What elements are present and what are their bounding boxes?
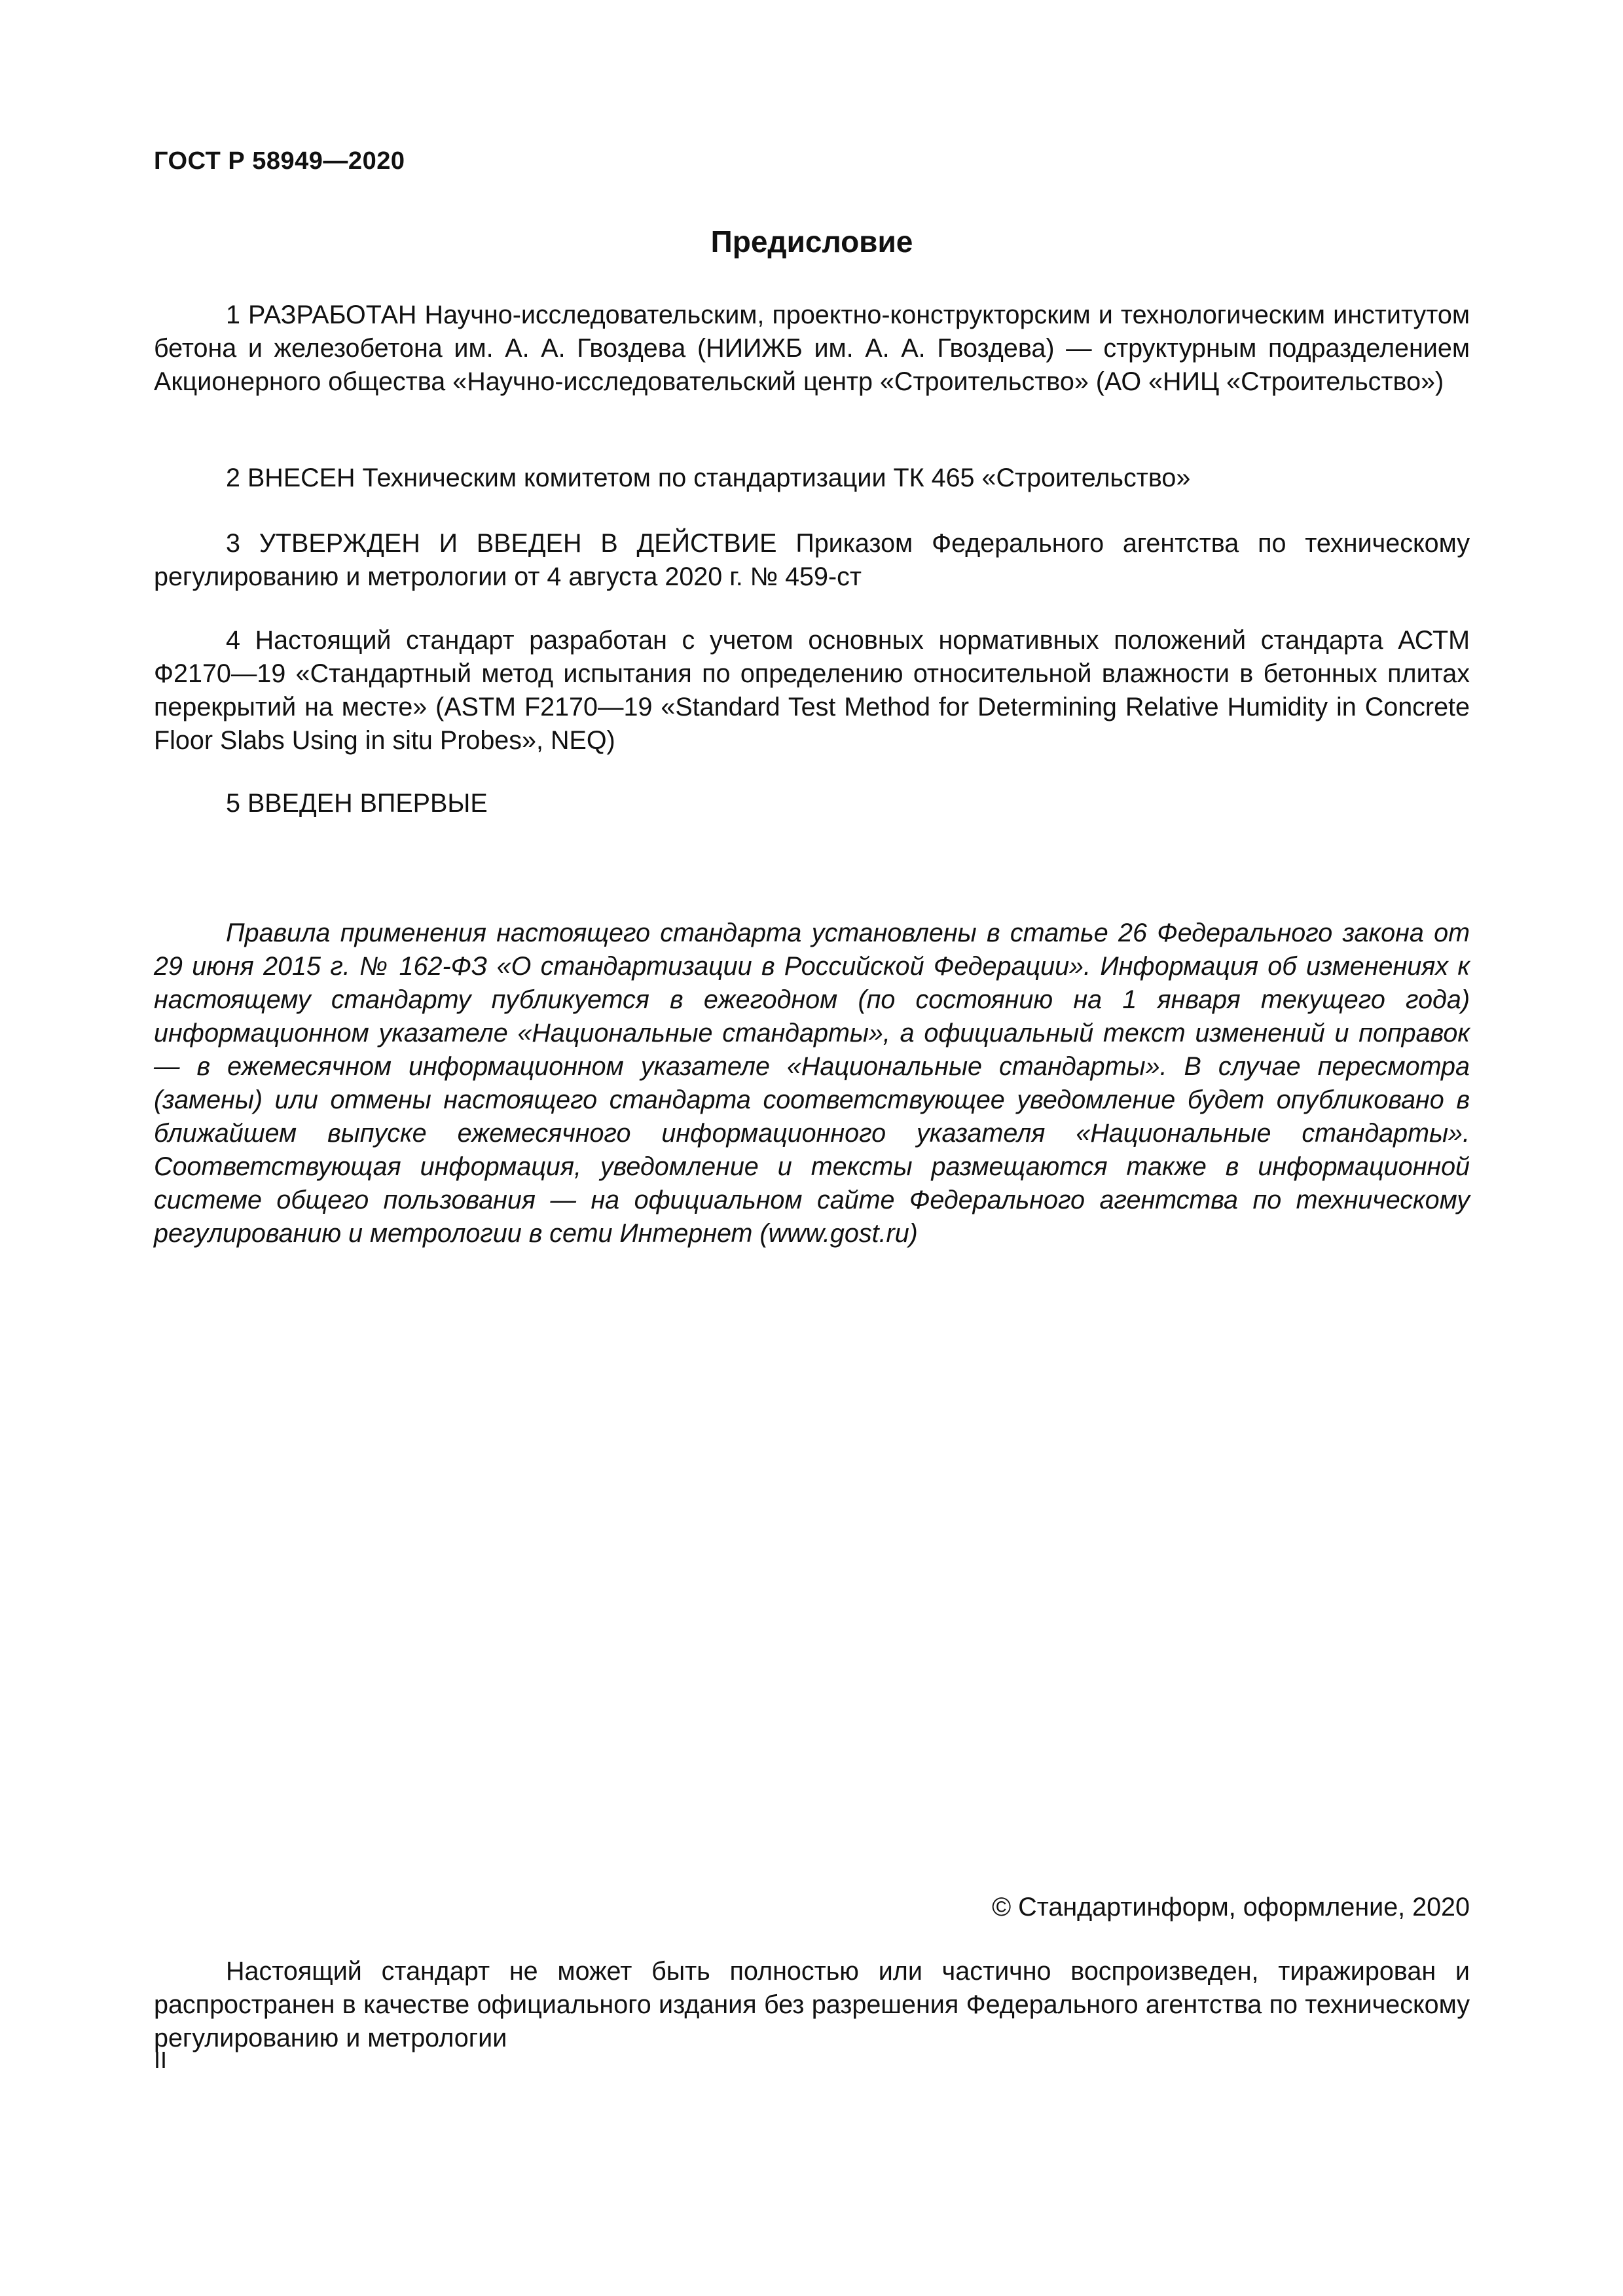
- page-number: II: [154, 2047, 168, 2073]
- paragraph-approved: 3 УТВЕРЖДЕН И ВВЕДЕН В ДЕЙСТВИЕ Приказом Федерального агентства по техническому регулированию и метрологии от 4 августа 2020 г. № 459-ст: [154, 529, 1470, 591]
- paragraph-introduced-by: 2 ВНЕСЕН Техническим комитетом по стандартизации ТК 465 «Строительство»: [226, 464, 1191, 492]
- paragraph-developed-by: 1 РАЗРАБОТАН Научно-исследовательским, проектно-конструкторским и технологическим институтом бетона и железобетона им. А. А. Гвоздева (НИИЖБ им. А. А. Гвоздева) — структурным подразделением Акционерного общества «Научно-исследовательский центр «Строительство» (АО «НИЦ «Строительство»): [154, 301, 1470, 396]
- page-title: Предисловие: [710, 225, 913, 259]
- reproduction-notice: Настоящий стандарт не может быть полностью или частично воспроизведен, тиражирован и распространен в качестве официального издания без разрешения Федерального агентства по техническому регулированию и метрологии: [154, 1957, 1470, 2052]
- standard-id: ГОСТ Р 58949—2020: [154, 147, 405, 175]
- paragraph-based-on: 4 Настоящий стандарт разработан с учетом основных нормативных положений стандарта АСТМ Ф2170—19 «Стандартный метод испытания по определению относительной влажности в бетонных плитах перекрытий на месте» (ASTM F2170—19 «Standard Test Method for Determining Relative Humidity in Concrete Floor Slabs Using in situ Probes», NEQ): [154, 626, 1470, 755]
- paragraph-first-introduced: 5 ВВЕДЕН ВПЕРВЫЕ: [226, 789, 488, 818]
- rules-notice: Правила применения настоящего стандарта установлены в статье 26 Федерального закона от 29 июня 2015 г. № 162-ФЗ «О стандартизации в Российской Федерации». Информация об изменениях к настоящему стандарту публикуется в ежегодном (по состоянию на 1 января текущего года) информационном указателе «Национальные стандарты», а официальный текст изменений и поправок — в ежемесячном информационном указателе «Национальные стандарты». В случае пересмотра (замены) или отмены настоящего стандарта соответствующее уведомление будет опубликовано в ближайшем выпуске ежемесячного информационного указателя «Национальные стандарты». Соответствующая информация, уведомление и тексты размещаются также в информационной системе общего пользования — на официальном сайте Федерального агентства по техническому регулированию и метрологии в сети Интернет (www.gost.ru): [154, 919, 1470, 1248]
- copyright-line: © Стандартинформ, оформление, 2020: [992, 1893, 1470, 1922]
